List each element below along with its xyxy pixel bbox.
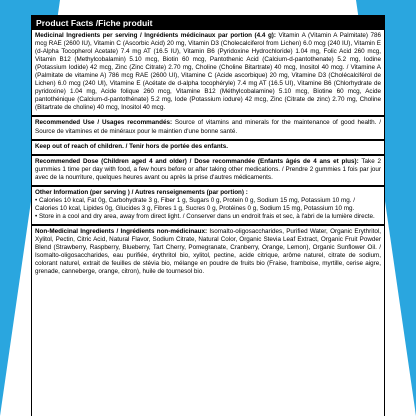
other-information-storage: • Store in a cool and dry area, away from direct light. / Conserver dans un endroit frais et sec, à l'abri de la lumière directe. <box>35 212 375 220</box>
keep-out-title: Keep out of reach of children. / Tenir hors de portée des enfants. <box>35 142 229 150</box>
recommended-dose-text: Take 2 gummies 1 time per day with food, a few hours before or after taking other medications. / Prendre 2 gummies 1 fois par jour avec de la nourriture, quelques heures avant ou après la prise d'autres médicaments. <box>35 157 381 181</box>
panel-header: Product Facts /Fiche produit <box>32 16 384 30</box>
recommended-dose-section <box>32 156 384 187</box>
non-medicinal-ingredients-text: Isomalto-oligosaccharides, Purified Water, Organic Erythritol, Xylitol, Pectin, Citric Acid, Natural Flavor, Sodium Citrate, Natural Color, Organic Stevia Leaf Extract, Organic Fruit Powder Blend (Strawberry, Raspberry, Blueberry, Tart Cherry, Pomegranate, Cranberry, Orange, Lemon), Organic Sunflower Oil. / Isomalto-oligosaccharides, eau purifiée, érythritol bio, xylitol, pectine, acide citrique, arôme naturel, citrate de sodium, colorant naturel, extrait de feuilles de stévia bio, mélange en poudre de fruits bio (Fraise, framboise, myrtille, cerise aigre, grenade, canneberge, orange, citron), huile de tournesol bio. <box>35 227 381 276</box>
medicinal-ingredients-title: Medicinal Ingredients per serving / Ingrédients médicinaux par portion (4.4 g): <box>35 32 276 39</box>
non-medicinal-ingredients-title: Non-Medicinal Ingredients / Ingrédients non-médicinaux: <box>35 227 208 235</box>
keep-out-section <box>32 141 384 156</box>
other-information-nutrition-fr: Calories 10 kcal, Lipides 0g, Glucides 3 g, Fibres 1 g, Sucres 0 g, Protéines 0 g, Sodium 15 mg, Potassium 10 mg. <box>35 204 355 212</box>
other-information-section <box>32 187 384 226</box>
recommended-use-section <box>32 117 384 140</box>
recommended-dose-title: Recommended Dose (Children aged 4 and older) / Dose recommandée (Enfants âgés de 4 ans et plus): <box>35 157 359 165</box>
other-information-nutrition-en: • Calories 10 kcal, Fat 0g, Carbohydrate 3 g, Fiber 1 g, Sugars 0 g, Protein 0 g, Sodium 15 mg, Potassium 10 mg. / <box>35 196 356 204</box>
product-facts-panel <box>31 15 385 416</box>
medicinal-ingredients-text: Vitamin A (Vitamin A Palmitate) 786 mcg RAE (2600 IU), Vitamin C (Ascorbic Acid) 20 mg, Vitamin D3 (Cholecalciferol from Lichen) 6.0 mcg (240 IU), Vitamin E (d-Alpha Tocopherol Acetate) 7.4 mg AT (16.5 IU), Vitamin B6 (Pyridoxine Hydrochloride) 1.04 mg, Folic Acid 260 mcg, Vitamin B12 (Methylcobalamin) 5.10 mcg, Biotin 60 mcg, Pantothenic Acid (Calcium-d-pantothenate) 5.2 mg, Iodine (Potassium Iodide) 42 mcg, Zinc (Zinc Citrate) 2.70 mg, Choline (Choline Bitartrate) 40 mcg, Inositol 40 mcg. / Vitamine A (Palmitate de vitamine A) 786 mcg RAE (2600 UI), Vitamine C (Acide ascorbique) 20 mg, Vitamine D3 (Cholécalciférol de Lichen) 6.0 mcg (240 UI), Vitamine E (Acétate de d-alpha tocophéryle) 7.4 mg AT (16.5 UI), Vitamine B6 (Chlorhydrate de pyridoxine) 1.04 mg, Acide folique 260 mcg, Vitamine B12 (Méthylcobalamine) 5.10 mcg, Biotine 60 mcg, Acide pantothénique (Calcium-d-pantothénate) 5.2 mg, Iode (Potassium iodure) 42 mcg, Zinc (Citrate de zinc) 2.70 mg, Choline (Bitartrate de choline) 40 mcg, Inositol 40 mcg. <box>35 32 381 112</box>
recommended-use-title: Recommended Use / Usages recommandés: <box>35 119 173 127</box>
other-information-title: Other Information (per serving ) / Autres renseignements (par portion) : <box>35 188 248 196</box>
recommended-use-text: Source of vitamins and minerals for the maintenance of good health. / Source de vitamines et de minéraux pour le maintien d'une bonne santé. <box>35 119 381 135</box>
medicinal-ingredients-section <box>32 30 384 117</box>
non-medicinal-ingredients-section <box>32 226 384 279</box>
